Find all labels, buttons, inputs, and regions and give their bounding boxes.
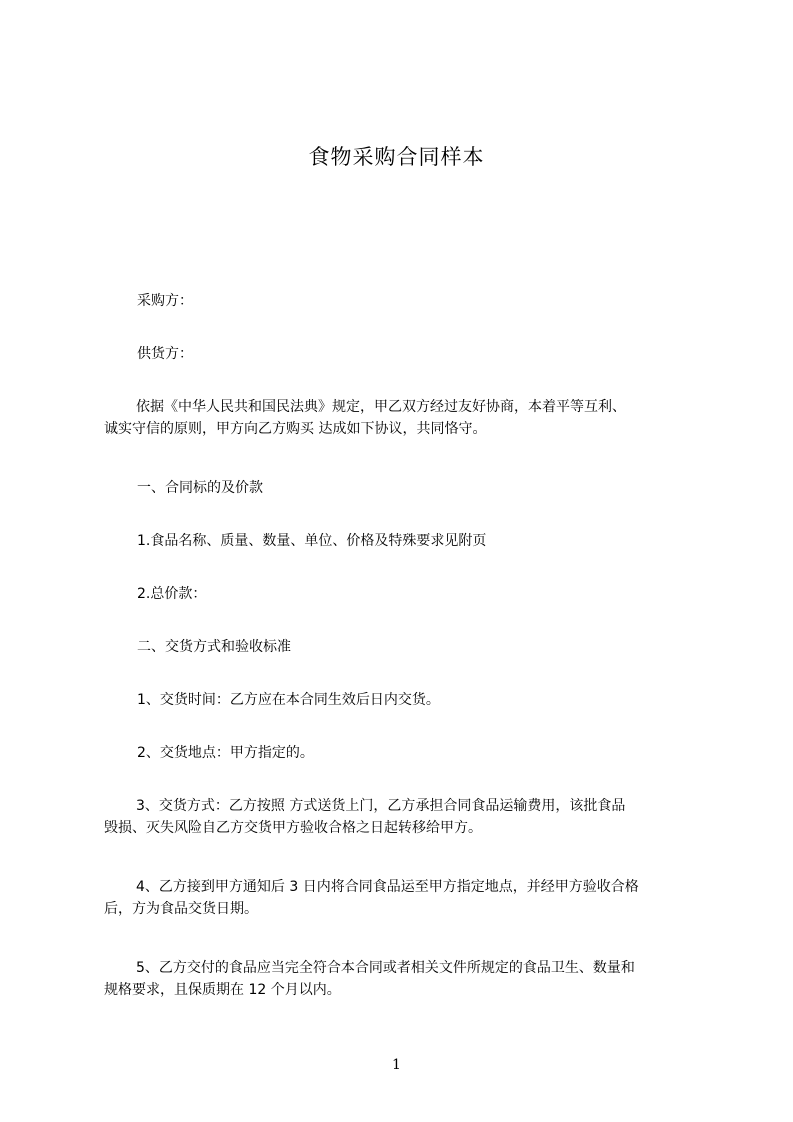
clause-2-4-line-2: 后，方为食品交货日期。 <box>104 901 258 917</box>
clause-1-1: 1.食品名称、质量、数量、单位、价格及特殊要求见附页 <box>137 533 487 549</box>
clause-2-3-line-1: 3、交货方式：乙方按照 方式送货上门，乙方承担合同食品运输费用，该批食品 <box>136 798 626 814</box>
intro-paragraph <box>104 397 694 441</box>
clause-2-5-line-1: 5、乙方交付的食品应当完全符合本合同或者相关文件所规定的食品卫生、数量和 <box>136 960 635 976</box>
clause-2-1: 1、交货时间：乙方应在本合同生效后日内交货。 <box>137 692 440 708</box>
section-1-heading: 一、合同标的及价款 <box>137 480 263 496</box>
supplier-label: 供货方： <box>137 346 193 362</box>
page-number: 1 <box>392 1057 401 1073</box>
intro-line-1: 依据《中华人民共和国民法典》规定，甲乙双方经过友好协商，本着平等互利、 <box>136 399 626 415</box>
section-2-heading: 二、交货方式和验收标准 <box>137 639 291 655</box>
intro-line-2: 诚实守信的原则，甲方向乙方购买 达成如下协议，共同恪守。 <box>104 421 487 437</box>
document-title: 食物采购合同样本 <box>308 145 485 169</box>
clause-2-2: 2、交货地点：甲方指定的。 <box>137 745 314 761</box>
clause-2-4 <box>104 877 694 921</box>
clause-2-4-line-1: 4、乙方接到甲方通知后 3 日内将合同食品运至甲方指定地点，并经甲方验收合格 <box>136 879 639 895</box>
clause-2-3-line-2: 毁损、灭失风险自乙方交货甲方验收合格之日起转移给甲方。 <box>104 820 482 836</box>
buyer-label: 采购方： <box>137 293 193 309</box>
clause-2-5 <box>104 958 694 1002</box>
clause-2-5-line-2: 规格要求，且保质期在 12 个月以内。 <box>104 982 341 998</box>
clause-1-2: 2.总价款： <box>137 586 207 602</box>
clause-2-3 <box>104 796 694 840</box>
